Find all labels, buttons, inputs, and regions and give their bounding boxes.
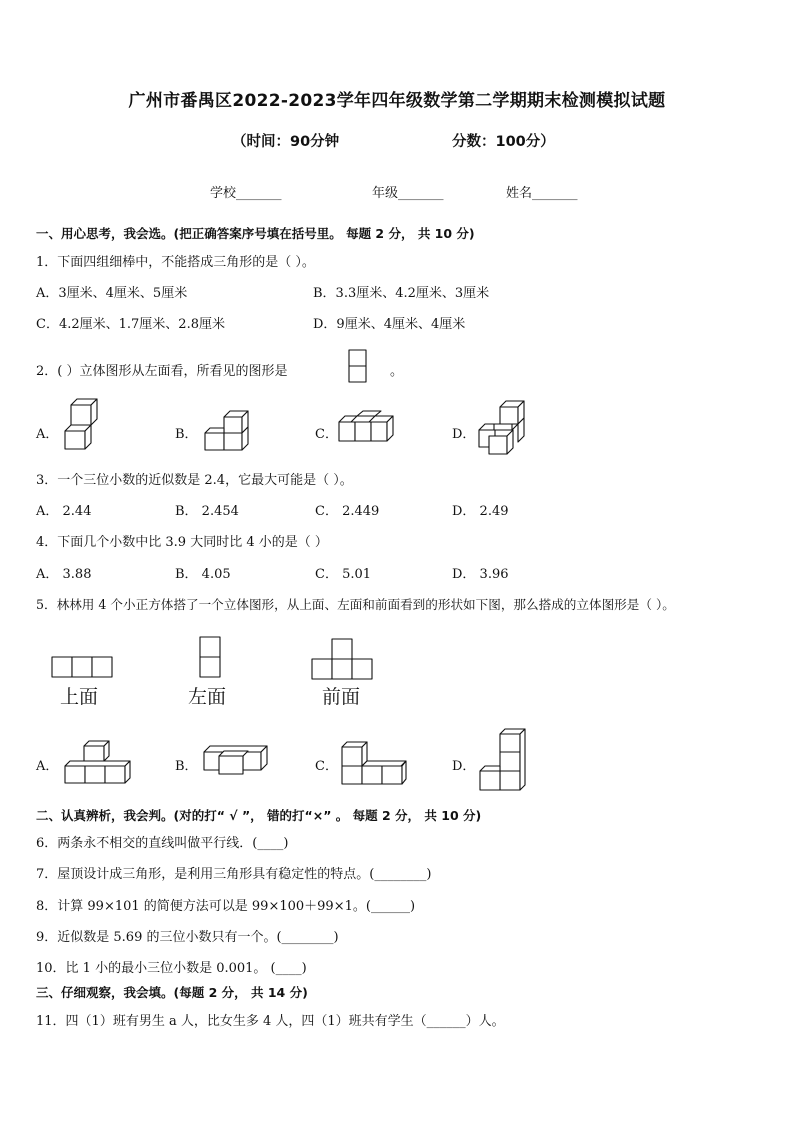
question-5-option-a[interactable]: A． xyxy=(36,759,59,774)
left-view-figure-q5 xyxy=(199,636,221,678)
question-2-option-c[interactable]: C． xyxy=(315,427,338,442)
option-b-cube-figure[interactable] xyxy=(204,409,248,451)
question-5-option-b[interactable]: B． xyxy=(175,759,198,774)
question-2-option-b[interactable]: B． xyxy=(175,427,198,442)
question-6[interactable]: 6．两条永不相交的直线叫做平行线．(____) xyxy=(36,836,289,851)
question-2-option-d[interactable]: D． xyxy=(452,427,476,442)
top-view-label: 上面 xyxy=(60,686,99,708)
q5-option-c-figure[interactable] xyxy=(341,740,407,786)
question-5-stem: 5．林林用 4 个小正方体搭了一个立体图形，从上面、左面和前面看到的形状如下图，那么搭成的立体图形是（ ）。 xyxy=(36,597,675,612)
question-1-option-d[interactable]: D．9厘米、4厘米、4厘米 xyxy=(313,317,466,332)
question-2-stem-end: 。 xyxy=(390,364,404,379)
question-3-stem: 3．一个三位小数的近似数是 2.4，它最大可能是（ ）。 xyxy=(36,473,353,488)
front-view-figure xyxy=(311,638,373,680)
top-view-figure xyxy=(51,656,113,678)
exam-score: 分数：100分） xyxy=(452,134,555,150)
question-8[interactable]: 8．计算 99×101 的简便方法可以是 99×100＋99×1。(______) xyxy=(36,899,416,914)
question-2-stem: 2．( ）立体图形从左面看，所看见的图形是 xyxy=(36,364,288,379)
question-4-option-d[interactable]: D． 3.96 xyxy=(452,567,509,582)
question-4-stem: 4．下面几个小数中比 3.9 大同时比 4 小的是（ ） xyxy=(36,535,328,550)
page-title: 广州市番禺区2022-2023学年四年级数学第二学期期末检测模拟试题 xyxy=(128,91,666,111)
question-4-option-a[interactable]: A． 3.88 xyxy=(36,567,92,582)
question-3-option-b[interactable]: B． 2.454 xyxy=(175,504,239,519)
question-11[interactable]: 11．四（1）班有男生 a 人，比女生多 4 人，四（1）班共有学生（______）人。 xyxy=(36,1014,505,1029)
school-field[interactable]: 学校_______ xyxy=(210,186,282,201)
option-c-cube-figure[interactable] xyxy=(338,413,398,443)
option-d-cube-figure[interactable] xyxy=(478,398,526,456)
question-4-option-b[interactable]: B． 4.05 xyxy=(175,567,231,582)
question-1-stem: 1．下面四组细棒中，不能搭成三角形的是（ ）。 xyxy=(36,255,315,270)
section-1-heading: 一、用心思考，我会选。(把正确答案序号填在括号里。 每题 2 分， 共 10 分) xyxy=(36,226,475,241)
section-3-heading: 三、仔细观察，我会填。(每题 2 分， 共 14 分) xyxy=(36,985,308,1000)
question-3-option-a[interactable]: A． 2.44 xyxy=(36,504,92,519)
q5-option-d-figure[interactable] xyxy=(479,727,527,793)
question-5-option-c[interactable]: C． xyxy=(315,759,338,774)
left-view-label: 左面 xyxy=(188,686,227,708)
exam-time: （时间：90分钟 xyxy=(232,134,340,150)
question-1-option-b[interactable]: B．3.3厘米、4.2厘米、3厘米 xyxy=(313,286,490,301)
name-field[interactable]: 姓名_______ xyxy=(506,186,578,201)
question-2-option-a[interactable]: A． xyxy=(36,427,59,442)
question-3-option-d[interactable]: D． 2.49 xyxy=(452,504,509,519)
grade-field[interactable]: 年级_______ xyxy=(372,186,444,201)
question-1-option-c[interactable]: C．4.2厘米、1.7厘米、2.8厘米 xyxy=(36,317,225,332)
front-view-label: 前面 xyxy=(322,686,361,708)
question-3-option-c[interactable]: C． 2.449 xyxy=(315,504,380,519)
question-1-option-a[interactable]: A．3厘米、4厘米、5厘米 xyxy=(36,286,188,301)
section-2-heading: 二、认真辨析，我会判。(对的打“ √ ”， 错的打“×” 。 每题 2 分， 共 10 分) xyxy=(36,808,482,823)
question-4-option-c[interactable]: C． 5.01 xyxy=(315,567,372,582)
option-a-cube-figure[interactable] xyxy=(64,402,98,452)
question-5-option-d[interactable]: D． xyxy=(452,759,476,774)
q5-option-a-figure[interactable] xyxy=(64,739,132,785)
question-9[interactable]: 9．近似数是 5.69 的三位小数只有一个。(________) xyxy=(36,930,339,945)
left-view-figure xyxy=(348,349,368,385)
question-7[interactable]: 7．屋顶设计成三角形，是利用三角形具有稳定性的特点。(________) xyxy=(36,867,432,882)
q5-option-b-figure[interactable] xyxy=(203,744,269,776)
question-10[interactable]: 10．比 1 小的最小三位小数是 0.001。 (____) xyxy=(36,961,307,976)
